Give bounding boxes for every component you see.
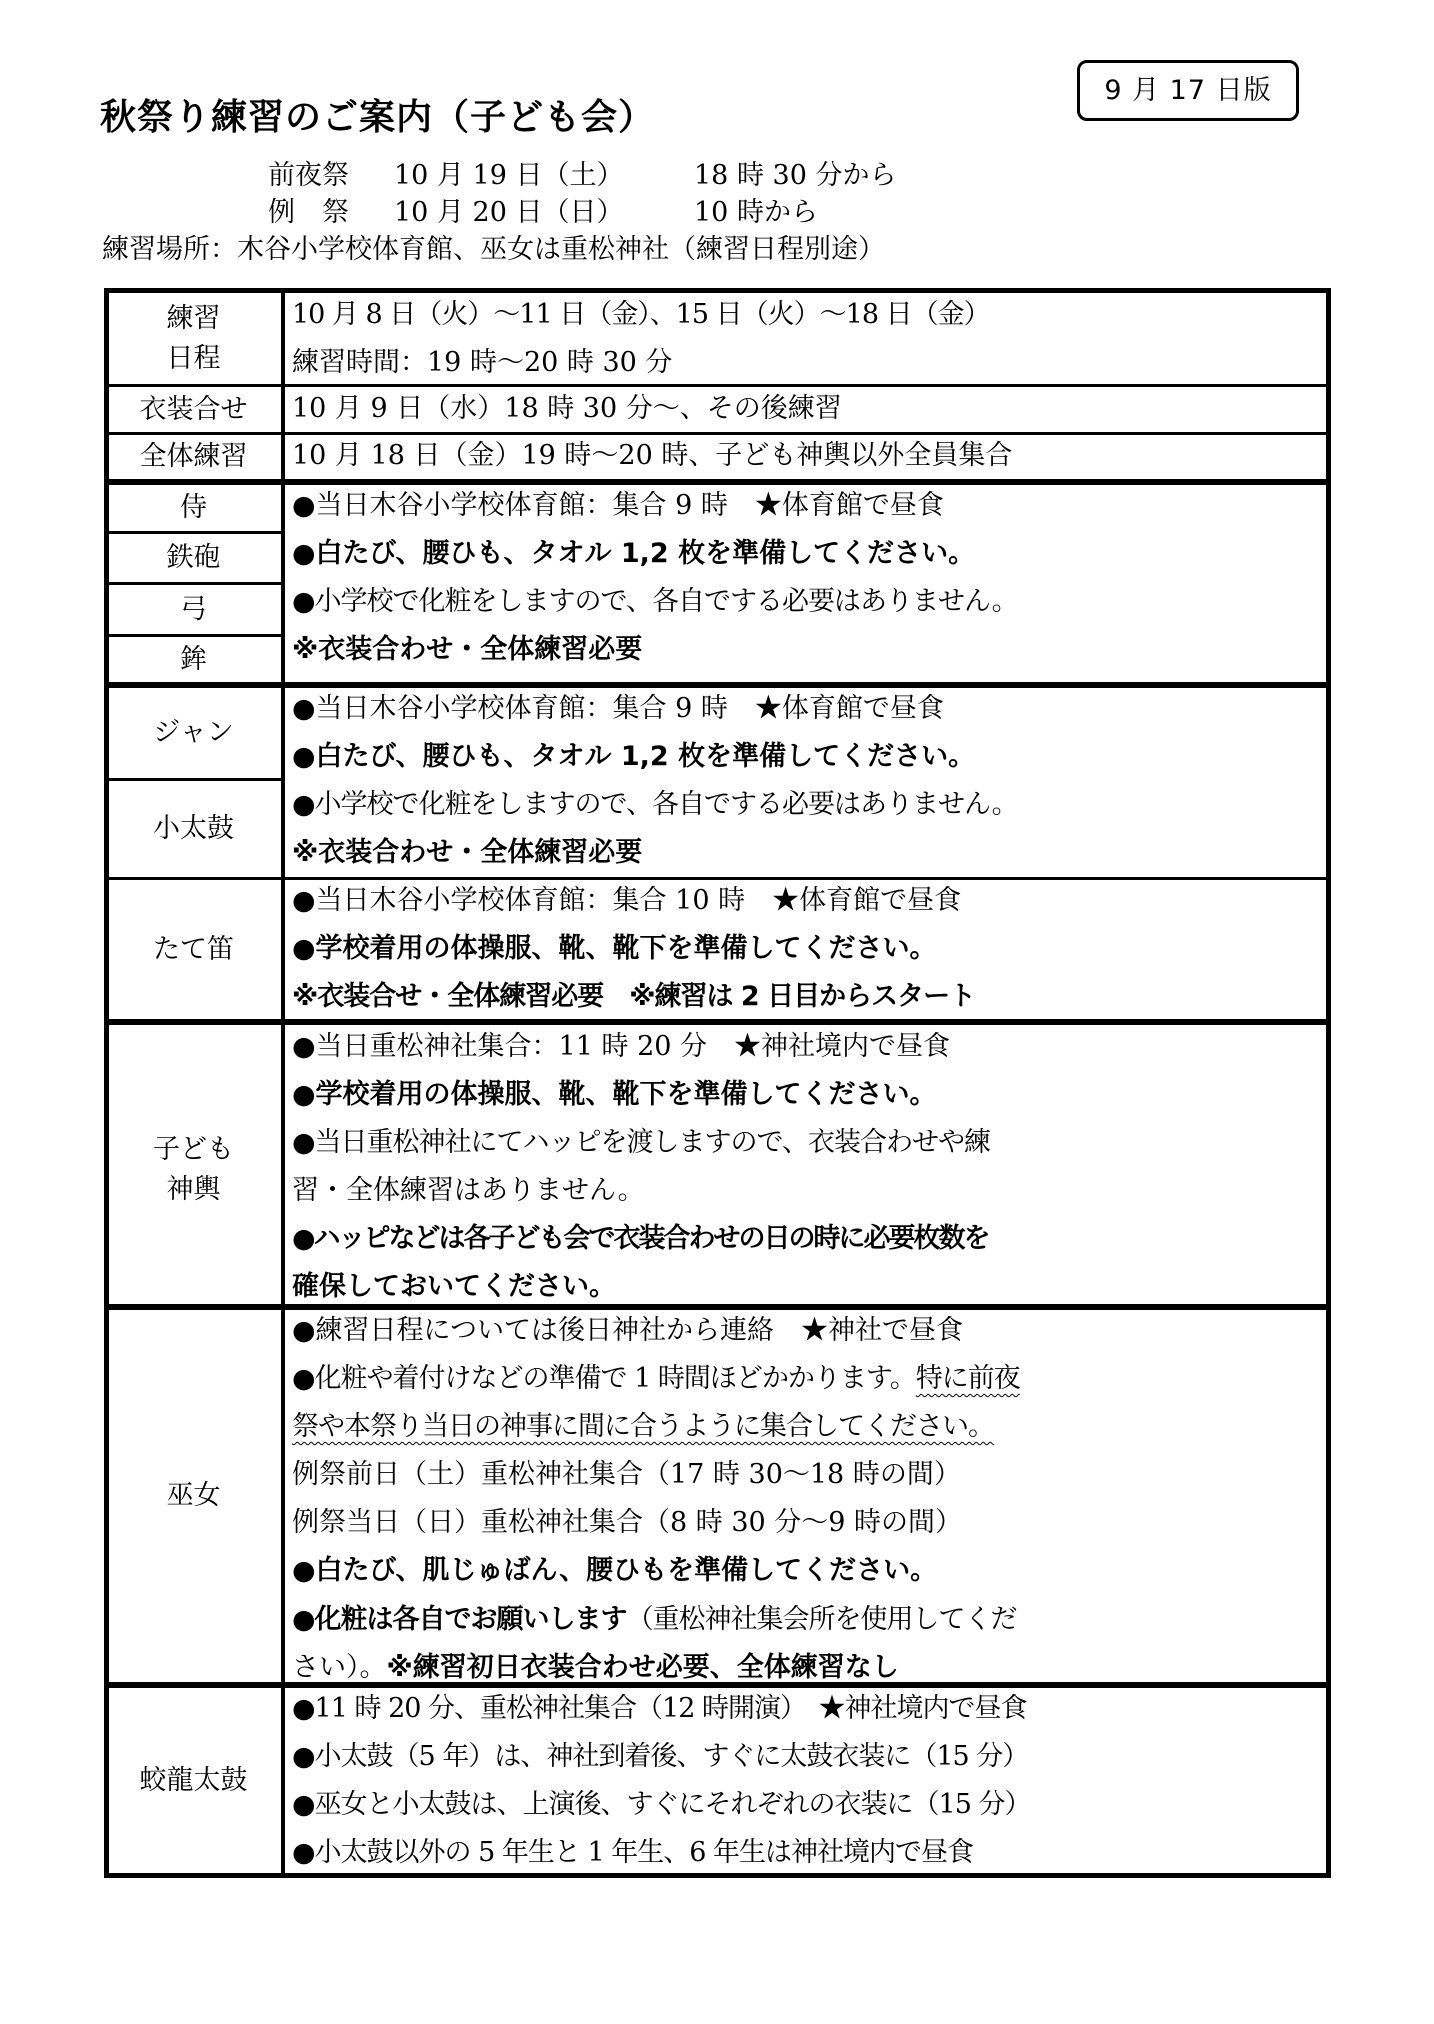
page-title: 秋祭り練習のご案内（子ども会） bbox=[100, 97, 656, 138]
row-label-miko bbox=[104, 1310, 283, 1682]
instruction-line: ●小学校で化粧をしますので、各自でする必要はありません。 bbox=[292, 789, 1018, 820]
instruction-line: ※衣装合せ・全体練習必要 ※練習は 2 日目からスタート bbox=[292, 981, 976, 1012]
instruction-text: ●化粧や着付けなどの準備で 1 時間ほどかかります。 bbox=[292, 1363, 916, 1394]
instruction-line bbox=[292, 1403, 1322, 1451]
instruction-line: ●白たび、肌じゅばん、腰ひもを準備してください。 bbox=[292, 1555, 938, 1586]
instruction-line: ●小学校で化粧をしますので、各自でする必要はありません。 bbox=[292, 586, 1018, 617]
costume-fitting-cell bbox=[292, 385, 1322, 433]
instruction-line: ※衣装合わせ・全体練習必要 bbox=[292, 634, 643, 665]
row-label-kodaiko bbox=[104, 781, 283, 877]
plain-text: さい）。 bbox=[292, 1652, 387, 1683]
costume-fitting-text: 10 月 9 日（水）18 時 30 分～、その後練習 bbox=[292, 393, 842, 424]
practice-venue: 練習場所：木谷小学校体育館、巫女は重松神社（練習日程別途） bbox=[102, 234, 885, 265]
instruction-line: ●学校着用の体操服、靴、靴下を準備してください。 bbox=[292, 933, 937, 964]
row-label-teppo bbox=[104, 534, 283, 582]
schedule-dates: 10 月 8 日（火）～11 日（金）、15 日（火）～18 日（金） bbox=[292, 299, 990, 330]
bold-text: ●化粧は各自でお願いします bbox=[292, 1604, 627, 1635]
label-text: 鉾 bbox=[180, 643, 207, 675]
instruction-line: ●白たび、腰ひも、タオル 1,2 枚を準備してください。 bbox=[292, 741, 976, 772]
label-text: 巫女 bbox=[166, 1480, 221, 1511]
instruction-line: ●巫女と小太鼓は、上演後、すぐにそれぞれの衣装に（15 分） bbox=[292, 1789, 1031, 1820]
instruction-line: ●当日木谷小学校体育館：集合 10 時 ★体育館で昼食 bbox=[292, 885, 962, 916]
jan-group-cell bbox=[292, 685, 1322, 877]
event-main-festival bbox=[268, 195, 818, 231]
row-label-kodomo-mikoshi bbox=[104, 1126, 283, 1214]
row-label-koryu-taiko bbox=[104, 1688, 283, 1873]
version-badge: 9 月 17 日版 bbox=[1077, 60, 1299, 121]
instruction-line: ●小太鼓以外の 5 年生と 1 年生、6 年生は神社境内で昼食 bbox=[292, 1837, 974, 1868]
underlined-text: 祭や本祭り当日の神事に間に合うように集合してください。 bbox=[292, 1411, 994, 1442]
row-label-jan bbox=[104, 688, 283, 778]
label-text: 衣装合せ bbox=[139, 393, 248, 425]
label-text: 侍 bbox=[180, 492, 207, 523]
instruction-line: ●練習日程については後日神社から連絡 ★神社で昼食 bbox=[292, 1315, 964, 1346]
row-label-yumi bbox=[104, 585, 283, 634]
instruction-line: ●学校着用の体操服、靴、靴下を準備してください。 bbox=[292, 1079, 937, 1110]
instruction-line: ●当日木谷小学校体育館：集合 9 時 ★体育館で昼食 bbox=[292, 693, 944, 724]
kodomo-mikoshi-cell bbox=[292, 1023, 1322, 1311]
plain-text: （重松神社集会所を使用してくだ bbox=[626, 1604, 1017, 1635]
instruction-line: ●小太鼓（5 年）は、神社到着後、すぐに太鼓衣装に（15 分） bbox=[292, 1741, 1029, 1772]
instruction-line: ●当日木谷小学校体育館：集合 9 時 ★体育館で昼食 bbox=[292, 490, 944, 521]
event-date: 10 月 19 日（土） bbox=[394, 160, 624, 191]
label-line: 日程 bbox=[166, 342, 221, 374]
schedule-table bbox=[104, 288, 1331, 1878]
miko-cell bbox=[292, 1307, 1322, 1691]
row-label-full-rehearsal bbox=[104, 435, 283, 479]
event-label: 前夜祭 bbox=[268, 160, 349, 191]
instruction-line: 例祭前日（土）重松神社集合（17 時 30～18 時の間） bbox=[292, 1459, 961, 1490]
label-text: 小太鼓 bbox=[153, 813, 234, 844]
full-rehearsal-cell bbox=[292, 432, 1322, 480]
tatebue-cell bbox=[292, 877, 1322, 1021]
row-label-hoko bbox=[104, 637, 283, 682]
instruction-line bbox=[292, 1643, 1322, 1691]
row-label-samurai bbox=[104, 485, 283, 531]
row-label-costume-fitting bbox=[104, 387, 283, 432]
label-line: 練習 bbox=[166, 302, 221, 334]
event-date: 10 月 20 日（日） bbox=[394, 197, 624, 228]
event-time: 10 時から bbox=[694, 197, 818, 228]
instruction-line: ●ハッピなどは各子ども会で衣装合わせの日の時に必要枚数を bbox=[292, 1223, 989, 1254]
label-text: たて笛 bbox=[153, 933, 234, 965]
samurai-group-cell bbox=[292, 482, 1322, 674]
event-label: 例 祭 bbox=[268, 197, 349, 228]
instruction-line: 習・全体練習はありません。 bbox=[292, 1175, 645, 1206]
schedule-time: 練習時間：19 時～20 時 30 分 bbox=[292, 347, 673, 378]
full-rehearsal-text: 10 月 18 日（金）19 時～20 時、子ども神輿以外全員集合 bbox=[292, 440, 1013, 471]
instruction-line: 例祭当日（日）重松神社集合（8 時 30 分～9 時の間） bbox=[292, 1507, 963, 1538]
instruction-line bbox=[292, 1355, 1322, 1403]
event-eve-festival bbox=[268, 158, 896, 194]
event-time: 18 時 30 分から bbox=[694, 160, 897, 191]
row-label-practice-schedule bbox=[104, 293, 283, 384]
label-line: 神輿 bbox=[166, 1174, 221, 1205]
label-text: 鉄砲 bbox=[166, 542, 221, 573]
label-text: ジャン bbox=[153, 717, 234, 748]
label-text: 全体練習 bbox=[139, 441, 248, 472]
instruction-line: 確保しておいてください。 bbox=[292, 1271, 616, 1302]
instruction-line: ※衣装合わせ・全体練習必要 bbox=[292, 837, 643, 868]
instruction-line: ●11 時 20 分、重松神社集合（12 時開演） ★神社境内で昼食 bbox=[292, 1693, 1027, 1724]
label-text: 蛟龍太鼓 bbox=[139, 1764, 248, 1796]
row-label-tatebue bbox=[104, 880, 283, 1019]
label-text: 弓 bbox=[180, 593, 207, 625]
label-line: 子ども bbox=[153, 1134, 234, 1165]
instruction-line: ●当日重松神社にてハッピを渡しますので、衣装合わせや練 bbox=[292, 1127, 991, 1158]
underlined-text: 特に前夜 bbox=[915, 1363, 1020, 1394]
koryu-taiko-cell bbox=[292, 1685, 1322, 1877]
instruction-line bbox=[292, 1595, 1322, 1643]
instruction-line: ●白たび、腰ひも、タオル 1,2 枚を準備してください。 bbox=[292, 538, 976, 569]
bold-text: ※練習初日衣装合わせ必要、全体練習なし bbox=[386, 1652, 899, 1683]
practice-schedule-cell bbox=[292, 291, 1322, 387]
instruction-line: ●当日重松神社集合：11 時 20 分 ★神社境内で昼食 bbox=[292, 1031, 951, 1062]
